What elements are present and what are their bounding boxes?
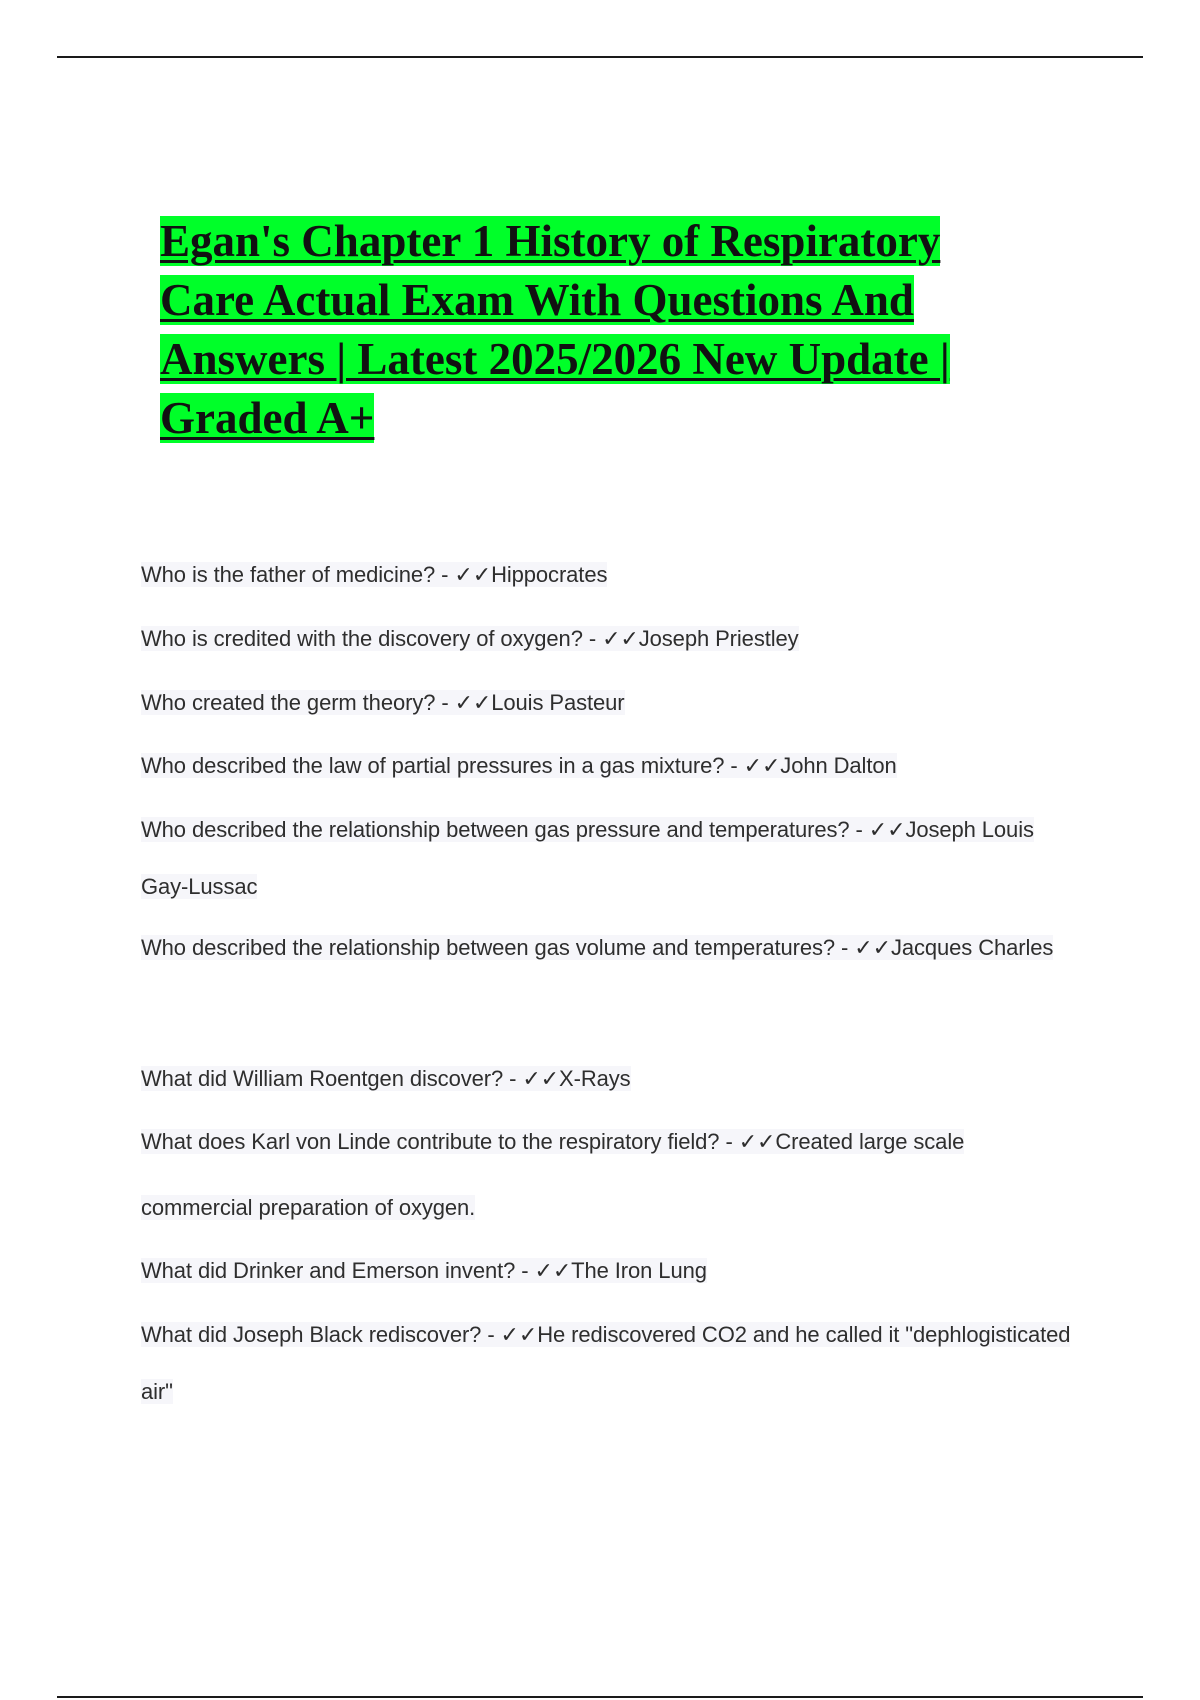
qa-item [141,1109,1081,1241]
qa-item-text: What does Karl von Linde contribute to the respiratory field? - ✓✓Created large scale commercial preparation of oxygen. [141,1129,965,1220]
qa-item [141,801,1081,915]
qa-item [141,546,1081,603]
qa-item-text: Who described the law of partial pressures in a gas mixture? - ✓✓John Dalton [141,753,897,778]
qa-item [141,674,1081,731]
qa-item-text: Who created the germ theory? - ✓✓Louis Pasteur [141,690,625,715]
document-title-text: Egan's Chapter 1 History of Respiratory Care Actual Exam With Questions And Answers | Latest 2025/2026 New Update | Graded A+ [160,216,950,443]
qa-item-text: Who described the relationship between gas pressure and temperatures? - ✓✓Joseph Louis Gay-Lussac [141,817,1034,899]
qa-item-text: What did Joseph Black rediscover? - ✓✓He rediscovered CO2 and he called it "dephlogisticated air" [141,1322,1071,1404]
qa-item-text: What did William Roentgen discover? - ✓✓X-Rays [141,1066,631,1091]
qa-item-text: Who is the father of medicine? - ✓✓Hippocrates [141,562,608,587]
document-title [160,212,1020,448]
bottom-rule [57,1696,1143,1698]
qa-item [141,1050,1081,1107]
qa-item [141,1306,1081,1420]
qa-item [141,737,1081,794]
top-rule [57,56,1143,58]
qa-item-text: What did Drinker and Emerson invent? - ✓✓The Iron Lung [141,1258,707,1283]
qa-item [141,915,1081,981]
qa-item-text: Who is credited with the discovery of oxygen? - ✓✓Joseph Priestley [141,626,799,651]
qa-item-text: Who described the relationship between gas volume and temperatures? - ✓✓Jacques Charles [141,935,1054,960]
qa-item [141,610,1081,667]
qa-item [141,1242,1081,1299]
